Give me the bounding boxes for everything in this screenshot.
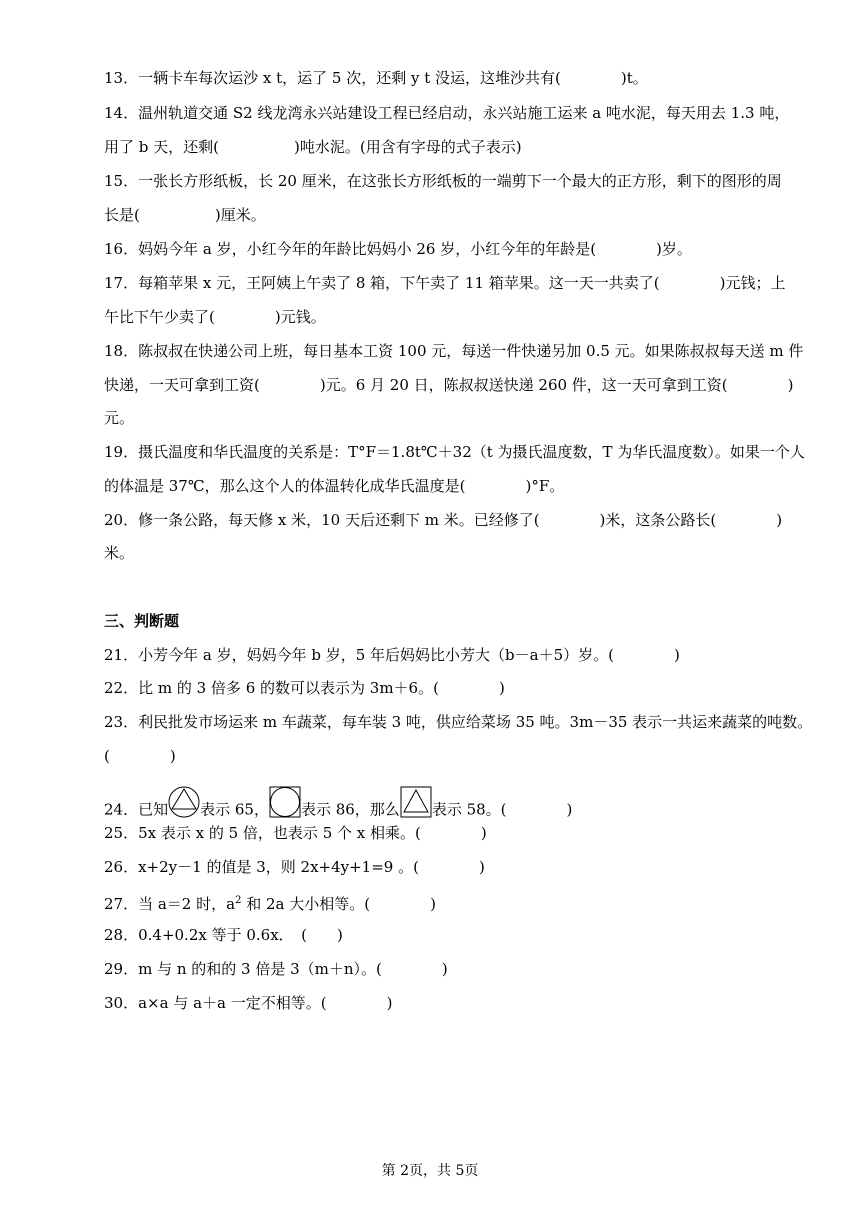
q25-line: 25．5x 表示 x 的 5 倍，也表示 5 个 x 相乘。( )	[104, 824, 487, 842]
q20-line-2: 米。	[104, 544, 135, 562]
q30-line: 30．a×a 与 a＋a 一定不相等。( )	[104, 994, 393, 1012]
q20-line-1: 20．修一条公路，每天修 x 米，10 天后还剩下 m 米。已经修了( )米，这条公路长( )	[104, 511, 783, 529]
q23-line-1: 23．利民批发市场运来 m 车蔬菜，每车装 3 吨，供应给菜场 35 吨。3m－35 表示一共运来蔬菜的吨数。	[104, 713, 813, 731]
q17-line-1: 17．每箱苹果 x 元，王阿姨上午卖了 8 箱，下午卖了 11 箱苹果。这一天一共卖了( )元钱；上	[104, 274, 786, 292]
q19-line-1: 19．摄氏温度和华氏温度的关系是：T°F＝1.8t℃＋32（t 为摄氏温度数，T 为华氏温度数）。如果一个人	[104, 443, 805, 461]
q22-line: 22．比 m 的 3 倍多 6 的数可以表示为 3m＋6。( )	[104, 679, 505, 697]
q28-line: 28．0.4+0.2x 等于 0.6x． ( )	[104, 926, 343, 944]
q18-line-2: 快递，一天可拿到工资( )元。6 月 20 日，陈叔叔送快递 260 件，这一天可拿到工资( )	[104, 376, 794, 394]
square-circle-icon	[269, 786, 301, 823]
q21-line: 21．小芳今年 a 岁，妈妈今年 b 岁，5 年后妈妈比小芳大（b－a＋5）岁。( )	[104, 646, 680, 664]
q27-post: 和 2a 大小相等。( )	[241, 895, 436, 913]
q24-part2: 表示 86，那么	[300, 800, 400, 819]
q23-line-2: ( )	[104, 747, 176, 765]
q24-part3: 表示 58。( )	[431, 800, 573, 819]
q27-pre: 27．当 a＝2 时，a	[104, 895, 236, 913]
page-footer: 第 2页，共 5页	[381, 1163, 479, 1179]
q19-line-2: 的体温是 37℃，那么这个人的体温转化成华氏温度是( )°F。	[104, 477, 565, 495]
circle-triangle-icon	[168, 786, 200, 823]
q14-line-2: 用了 b 天，还剩( )吨水泥。(用含有字母的式子表示)	[104, 138, 522, 156]
q15-line-1: 15．一张长方形纸板，长 20 厘米，在这张长方形纸板的一端剪下一个最大的正方形，剩下的图形的周	[104, 172, 782, 190]
q29-line: 29．m 与 n 的和的 3 倍是 3（m＋n）。( )	[104, 960, 448, 978]
q24-prefix: 24．已知	[104, 800, 169, 819]
q27-superscript: 2	[235, 895, 242, 906]
q18-line-1: 18．陈叔叔在快递公司上班，每日基本工资 100 元，每送一件快递另加 0.5 元。如果陈叔叔每天送 m 件	[104, 342, 804, 360]
q13-line: 13．一辆卡车每次运沙 x t，运了 5 次，还剩 y t 没运，这堆沙共有( )t。	[104, 69, 648, 87]
q26-line: 26．x+2y－1 的值是 3，则 2x+4y+1=9 。( )	[104, 858, 485, 876]
q17-line-2: 午比下午少卖了( )元钱。	[104, 308, 326, 326]
section-title: 三、判断题	[104, 612, 180, 630]
q27-line	[104, 891, 436, 914]
q24-part1: 表示 65，	[200, 800, 269, 819]
square-triangle-icon	[400, 786, 432, 823]
q15-line-2: 长是( )厘米。	[104, 206, 266, 224]
q16-line: 16．妈妈今年 a 岁，小红今年的年龄比妈妈小 26 岁，小红今年的年龄是( )岁。	[104, 240, 692, 258]
q14-line-1: 14．温州轨道交通 S2 线龙湾永兴站建设工程已经启动，永兴站施工运来 a 吨水泥，每天用去 1.3 吨，	[104, 104, 790, 122]
q18-line-3: 元。	[104, 409, 135, 427]
